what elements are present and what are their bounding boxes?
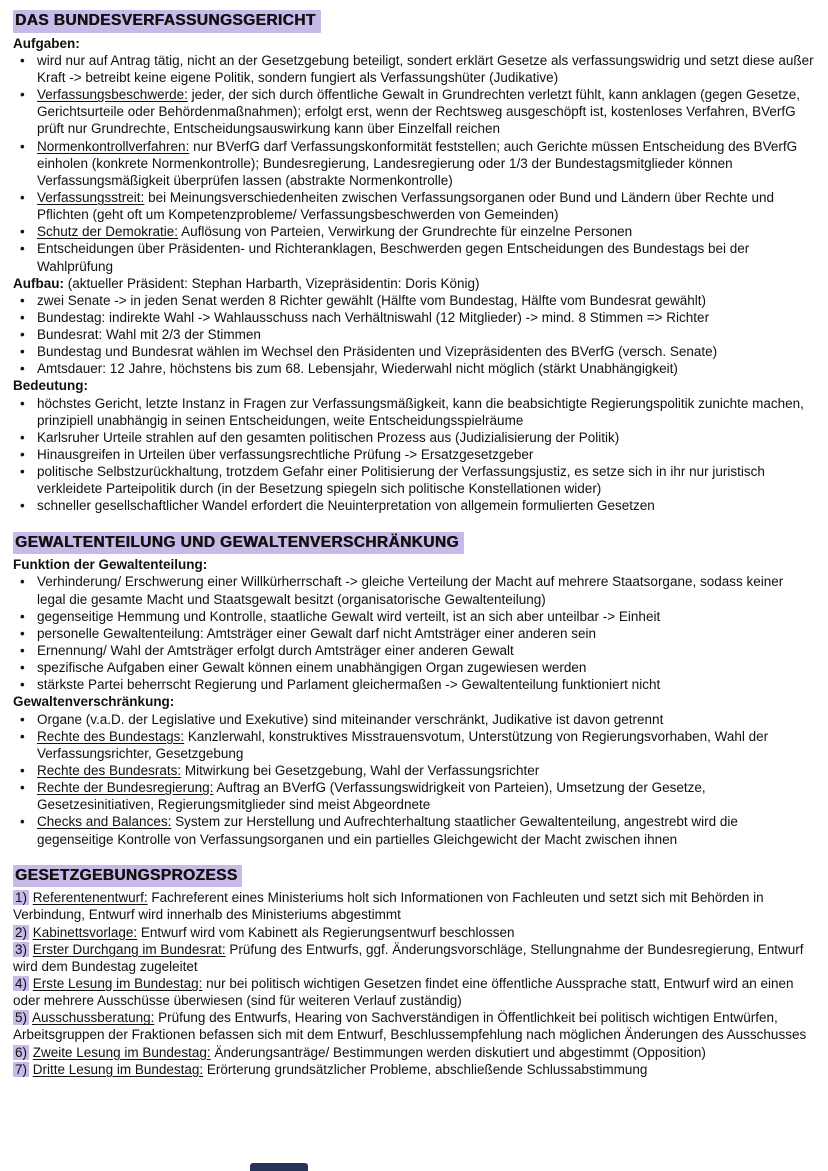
bullet-item: [13, 762, 815, 779]
underlined-term: Normenkontrollverfahren:: [37, 138, 190, 154]
bullet-text: Bundesrat: Wahl mit 2/3 der Stimmen: [37, 327, 261, 343]
bullet-text: Organe (v.a.D. der Legislative und Exekutive) sind miteinander verschränkt, Judikative ist davon getrennt: [37, 711, 664, 727]
bullet-text: schneller gesellschaftlicher Wandel erfordert die Neuinterpretation von allgemein formulierten Gesetzen: [37, 498, 655, 514]
bullet-text: Auftrag an BVerfG (Verfassungswidrigkeit von Parteien), Umsetzung der Gesetze, Gesetzesinitiativen, Regierungsmitglieder sind meist Abgeordnete: [37, 780, 706, 813]
bullet-content: [37, 711, 815, 728]
underlined-term: Rechte der Bundesregierung:: [37, 780, 214, 796]
step-term: Erste Lesung im Bundestag:: [32, 976, 203, 992]
bullet-content: [37, 762, 815, 779]
numbered-step: [13, 1009, 815, 1043]
bullet-content: [37, 676, 815, 693]
bullet-content: [37, 659, 815, 676]
bullet-text: Bundestag: indirekte Wahl -> Wahlausschuss nach Verhältniswahl (12 Mitglieder) -> mind. 8 Stimmen => Richter: [37, 309, 710, 325]
bullet-item: [13, 642, 815, 659]
bullet-text: Mitwirkung bei Gesetzgebung, Wahl der Verfassungsrichter: [184, 762, 540, 778]
bullet-text: bei Meinungsverschiedenheiten zwischen Verfassungsorganen oder Bund und Ländern über Rechte und Pflichten (geht oft um Kompetenzprobleme/ Verfassungsbeschwerden von Gemeinden): [37, 189, 775, 223]
bullet-icon: [13, 728, 37, 762]
underlined-term: Verfassungsstreit:: [37, 189, 145, 205]
bullet-item: [13, 573, 815, 607]
bullet-item: [13, 343, 815, 360]
bullet-text: nur BVerfG darf Verfassungskonformität feststellen; auch Gerichte müssen Entscheidung des BVerfG einholen (konkrete Normenkontrolle); Bundesregierung, Landesregierung oder 1/3 der Bundestagsmitglieder können Verfassungsmäßigkeit überprüfen lassen (abstrakte Normenkontrolle): [37, 138, 798, 188]
bullet-text: spezifische Aufgaben einer Gewalt können einem unabhängigen Organ zugewiesen werden: [37, 660, 587, 676]
step-number: 2): [15, 924, 28, 940]
underlined-term: Rechte des Bundesrats:: [37, 762, 182, 778]
bullet-content: [37, 642, 815, 659]
bullet-icon: [13, 573, 37, 607]
bullet-icon: [13, 642, 37, 659]
bullet-icon: [13, 446, 37, 463]
bullet-icon: [13, 360, 37, 377]
bullet-item: [13, 223, 815, 240]
section-gesetzgebungsprozess: [13, 865, 815, 1078]
bullet-icon: [13, 608, 37, 625]
bullet-item: [13, 625, 815, 642]
bullet-content: [37, 429, 815, 446]
numbered-step: [13, 924, 815, 941]
bullet-item: [13, 608, 815, 625]
step-text: Fachreferent eines Ministeriums holt sich Informationen von Fachleuten und setzt sich mit Behörden in Verbindung, Entwurf wird innerhalb des Ministeriums abgestimmt: [13, 890, 764, 923]
section-heading-row: [13, 865, 815, 888]
bullet-text: Entscheidungen über Präsidenten- und Richteranklagen, Beschwerden gegen Entscheidungen des Bundestags bei der Wahlprüfung: [37, 241, 750, 274]
bullet-item: [13, 463, 815, 497]
bullet-icon: [13, 463, 37, 497]
subheading-label: Bedeutung:: [13, 378, 88, 394]
step-term: Ausschussberatung:: [32, 1010, 155, 1026]
step-text: Entwurf wird vom Kabinett als Regierungsentwurf beschlossen: [140, 924, 515, 940]
bullet-text: höchstes Gericht, letzte Instanz in Fragen zur Verfassungsmäßigkeit, kann die beabsichtigte Regierungspolitik zunichte machen, prinzipiell unabhängig in seinen Entscheidungen, weite Entscheidungsspielräume: [37, 395, 804, 428]
subheading-label: Funktion der Gewaltenteilung:: [13, 557, 208, 573]
bullet-item: [13, 326, 815, 343]
bullet-text: Hinausgreifen in Urteilen über verfassungsrechtliche Prüfung -> Ersatzgesetzgeber: [37, 447, 534, 463]
bullet-icon: [13, 676, 37, 693]
underlined-term: Rechte des Bundestags:: [37, 728, 185, 744]
step-number: 1): [15, 890, 28, 906]
bullet-item: [13, 429, 815, 446]
bullet-item: [13, 779, 815, 813]
subheading-rest: (aktueller Präsident: Stephan Harbarth, Vizepräsidentin: Doris König): [67, 275, 480, 291]
bullet-content: [37, 86, 815, 137]
numbered-step: [13, 889, 815, 923]
bullet-text: Auflösung von Parteien, Verwirkung der Grundrechte für einzelne Personen: [181, 224, 633, 240]
bullet-item: [13, 189, 815, 223]
bullet-icon: [13, 813, 37, 847]
bullet-icon: [13, 223, 37, 240]
bullet-icon: [13, 292, 37, 309]
bullet-item: [13, 292, 815, 309]
numbered-step: [13, 1061, 815, 1078]
step-text: nur bei politisch wichtigen Gesetzen findet eine öffentliche Aussprache statt, Entwurf wird an einen oder mehrere Ausschüsse überwiesen (sind für weiteren Verlauf zuständig): [13, 976, 794, 1009]
step-text: Prüfung des Entwurfs, ggf. Änderungsvorschläge, Stellungnahme der Bundesregierung, Entwurf wird dem Bundestag zugeleitet: [13, 941, 804, 974]
step-number: 4): [15, 976, 28, 992]
bullet-item: [13, 309, 815, 326]
bullet-content: [37, 625, 815, 642]
subheading-label: Aufbau:: [13, 275, 64, 291]
numbered-step: [13, 941, 815, 975]
section-heading: DAS BUNDESVERFASSUNGSGERICHT: [13, 10, 321, 33]
step-number: 6): [15, 1044, 28, 1060]
bullet-text: Karlsruher Urteile strahlen auf den gesamten politischen Prozess aus (Judizialisierung der Politik): [37, 429, 620, 445]
bullet-content: [37, 497, 815, 514]
bullet-icon: [13, 138, 37, 189]
bullet-content: [37, 189, 815, 223]
bullet-item: [13, 360, 815, 377]
bullet-text: Bundestag und Bundesrat wählen im Wechsel den Präsidenten und Vizepräsidenten des BVerfG (versch. Senate): [37, 344, 718, 360]
bullet-icon: [13, 189, 37, 223]
bullet-icon: [13, 497, 37, 514]
bullet-content: [37, 608, 815, 625]
bullet-content: [37, 292, 815, 309]
subheading-line: [13, 377, 815, 394]
step-number: 7): [15, 1061, 28, 1077]
bullet-item: [13, 659, 815, 676]
bullet-icon: [13, 343, 37, 360]
underlined-term: Schutz der Demokratie:: [37, 224, 179, 240]
bullet-content: [37, 728, 815, 762]
bullet-icon: [13, 429, 37, 446]
bullet-icon: [13, 659, 37, 676]
bullet-item: [13, 446, 815, 463]
step-term: Referentenentwurf:: [32, 890, 148, 906]
bullet-content: [37, 343, 815, 360]
step-number: 3): [15, 941, 28, 957]
bullet-icon: [13, 711, 37, 728]
bullet-item: [13, 711, 815, 728]
step-text: Prüfung des Entwurfs, Hearing von Sachverständigen in Öffentlichkeit bei politisch wichtigen Entwürfen, Arbeitsgruppen der Fraktionen befassen sich mit dem Entwurf, Beschlussempfehlung nach möglichen Änderungen des Ausschusses: [13, 1010, 807, 1043]
bullet-item: [13, 138, 815, 189]
bullet-text: jeder, der sich durch öffentliche Gewalt in Grundrechten verletzt fühlt, kann anklagen (gegen Gesetze, Gerichtsurteile oder Behördenmaßnahmen); erfolgt erst, wenn der Rechtsweg ausgeschöpft ist, kostenloses Verfahren, BVerfG prüft nur Grundrechte, Entscheidungsauswirkung kann über Einzelfall reichen: [37, 87, 800, 137]
bullet-content: [37, 395, 815, 429]
numbered-step: [13, 975, 815, 1009]
step-term: Dritte Lesung im Bundestag:: [32, 1061, 204, 1077]
bullet-content: [37, 223, 815, 240]
bullet-text: gegenseitige Hemmung und Kontrolle, staatliche Gewalt wird verteilt, ist an sich aber unteilbar -> Einheit: [37, 608, 661, 624]
bullet-content: [37, 240, 815, 274]
section-heading: GESETZGEBUNGSPROZESS: [13, 865, 242, 888]
bullet-content: [37, 309, 815, 326]
bullet-item: [13, 728, 815, 762]
step-text: Änderungsanträge/ Bestimmungen werden diskutiert und abgestimmt (Opposition): [214, 1044, 706, 1060]
bullet-icon: [13, 395, 37, 429]
bullet-text: Verhinderung/ Erschwerung einer Willkürherrschaft -> gleiche Verteilung der Macht auf mehrere Staatsorgane, sodass keiner legal die gesamte Macht und Staatsgewalt besitzt (organisatorische Gewaltenteilung): [37, 574, 784, 607]
bullet-content: [37, 463, 815, 497]
bullet-icon: [13, 86, 37, 137]
bullet-icon: [13, 240, 37, 274]
bullet-icon: [13, 625, 37, 642]
bullet-item: [13, 52, 815, 86]
subheading-label: Gewaltenverschränkung:: [13, 694, 175, 710]
bullet-content: [37, 52, 815, 86]
bullet-text: zwei Senate -> in jeden Senat werden 8 Richter gewählt (Hälfte vom Bundestag, Hälfte vom Bundesrat gewählt): [37, 292, 706, 308]
subheading-line: [13, 35, 815, 52]
bullet-text: stärkste Partei beherrscht Regierung und Parlament gleichermaßen -> Gewaltenteilung funktioniert nicht: [37, 677, 661, 693]
bullet-content: [37, 138, 815, 189]
page-bottom-mark: [250, 1163, 308, 1171]
subheading-label: Aufgaben:: [13, 35, 80, 51]
bullet-item: [13, 395, 815, 429]
bullet-text: wird nur auf Antrag tätig, nicht an der Gesetzgebung beteiligt, sondert erklärt Gesetze als verfassungswidrig und setzt diese außer Kraft -> betreibt keine eigene Politik, sondern fungiert als Verfassungshüter (Judikative): [37, 52, 814, 85]
section-heading-row: [13, 10, 815, 33]
bullet-content: [37, 813, 815, 847]
section-heading-row: [13, 532, 815, 555]
bullet-item: [13, 676, 815, 693]
section-heading: GEWALTENTEILUNG UND GEWALTENVERSCHRÄNKUNG: [13, 532, 464, 555]
subheading-line: [13, 275, 815, 292]
underlined-term: Verfassungsbeschwerde:: [37, 87, 188, 103]
section-bundesverfassungsgericht: [13, 10, 815, 515]
bullet-content: [37, 573, 815, 607]
bullet-text: Ernennung/ Wahl der Amtsträger erfolgt durch Amtsträger einer anderen Gewalt: [37, 642, 514, 658]
step-term: Zweite Lesung im Bundestag:: [32, 1044, 211, 1060]
section-gewaltenteilung: [13, 532, 815, 848]
bullet-icon: [13, 779, 37, 813]
numbered-step: [13, 1044, 815, 1061]
bullet-icon: [13, 762, 37, 779]
bullet-content: [37, 326, 815, 343]
bullet-text: Kanzlerwahl, konstruktives Misstrauensvotum, Unterstützung von Regierungsvorhaben, Wahl der Verfassungsrichter, Gesetzgebung: [37, 728, 769, 761]
bullet-text: personelle Gewaltenteilung: Amtsträger einer Gewalt darf nicht Amtsträger einer anderen sein: [37, 625, 597, 641]
bullet-icon: [13, 52, 37, 86]
subheading-line: [13, 693, 815, 710]
bullet-text: Amtsdauer: 12 Jahre, höchstens bis zum 68. Lebensjahr, Wiederwahl nicht möglich (stärkt Unabhängigkeit): [37, 361, 678, 377]
bullet-text: System zur Herstellung und Aufrechterhaltung staatlicher Gewaltenteilung, angestrebt wird die gegenseitige Kontrolle von Verfassungsorganen und ein partielles Gleichgewicht der Macht zwischen ihnen: [37, 814, 738, 847]
bullet-item: [13, 240, 815, 274]
bullet-item: [13, 497, 815, 514]
bullet-text: politische Selbstzurückhaltung, trotzdem Gefahr einer Politisierung der Verfassungsjustiz, es setze sich in ihr nur juristisch verkleidete Parteipolitik durch (in der Besetzung spiegeln sich politische Konstellationen wider): [37, 464, 765, 497]
bullet-content: [37, 779, 815, 813]
step-term: Erster Durchgang im Bundesrat:: [32, 941, 226, 957]
bullet-icon: [13, 309, 37, 326]
step-text: Erörterung grundsätzlicher Probleme, abschließende Schlussabstimmung: [206, 1061, 648, 1077]
bullet-content: [37, 360, 815, 377]
bullet-item: [13, 86, 815, 137]
step-number: 5): [15, 1010, 28, 1026]
step-term: Kabinettsvorlage:: [32, 924, 138, 940]
underlined-term: Checks and Balances:: [37, 814, 172, 830]
bullet-item: [13, 813, 815, 847]
bullet-content: [37, 446, 815, 463]
bullet-icon: [13, 326, 37, 343]
subheading-line: [13, 556, 815, 573]
